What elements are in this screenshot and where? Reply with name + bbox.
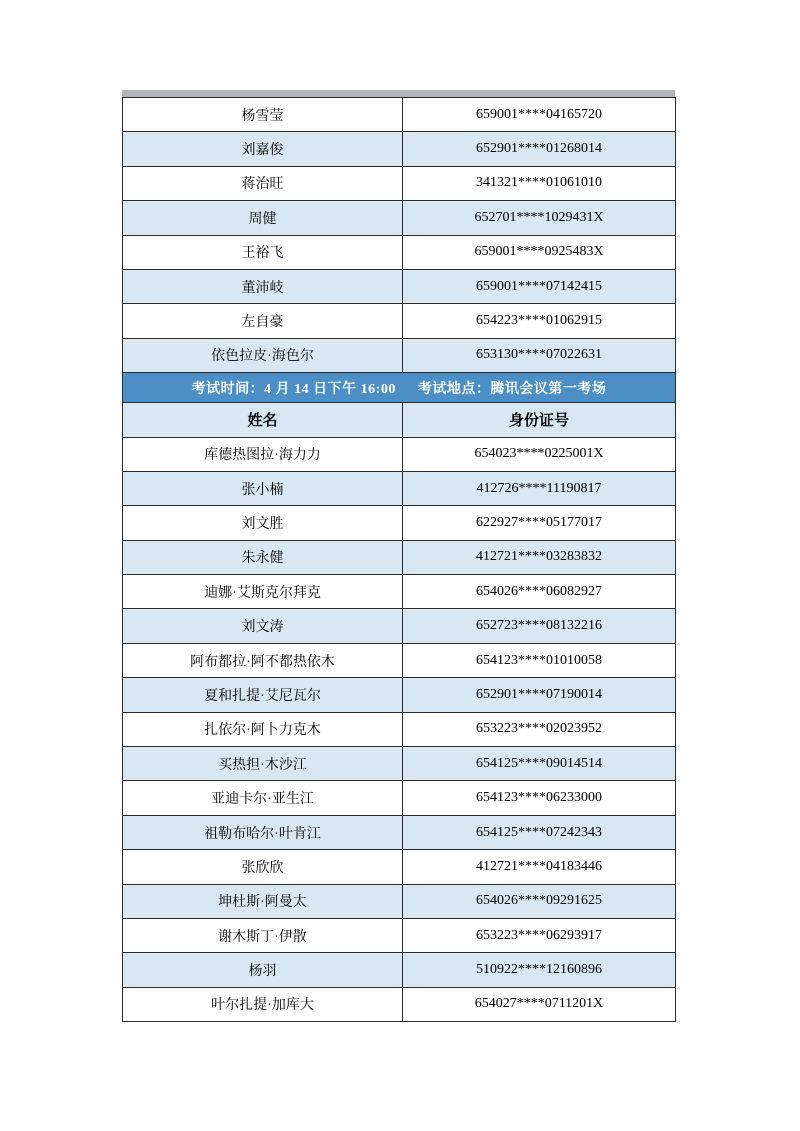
- student-id: 654026****09291625: [403, 884, 676, 918]
- student-id: 654027****0711201X: [403, 987, 676, 1021]
- student-name: 坤杜斯·阿曼太: [123, 884, 403, 918]
- table-row: [123, 269, 676, 303]
- student-name: 叶尔扎提·加库大: [123, 987, 403, 1021]
- table-row: [123, 506, 676, 540]
- table-row: [123, 643, 676, 677]
- student-name: 刘文胜: [123, 506, 403, 540]
- exam-roster-table: [122, 97, 676, 1022]
- student-name: 阿布都拉·阿不都热依木: [123, 643, 403, 677]
- student-name: 王裕飞: [123, 235, 403, 269]
- student-name: 亚迪卡尔·亚生江: [123, 781, 403, 815]
- session-info-bar: [123, 373, 676, 403]
- student-name: 迪娜·艾斯克尔拜克: [123, 575, 403, 609]
- student-name: 朱永健: [123, 540, 403, 574]
- student-id: 412721****04183446: [403, 850, 676, 884]
- session2-rows: [123, 437, 676, 1022]
- table-row: [123, 712, 676, 746]
- table-row: [123, 201, 676, 235]
- student-id: 654125****09014514: [403, 747, 676, 781]
- student-id: 652901****01268014: [403, 132, 676, 166]
- table-row: [123, 678, 676, 712]
- student-name: 张小楠: [123, 471, 403, 505]
- student-name: 谢木斯丁·伊散: [123, 918, 403, 952]
- student-id: 654026****06082927: [403, 575, 676, 609]
- table-row: [123, 235, 676, 269]
- table-row: [123, 884, 676, 918]
- student-name: 刘嘉俊: [123, 132, 403, 166]
- student-id: 654123****01010058: [403, 643, 676, 677]
- session-info-cell: [123, 373, 676, 403]
- table-row: [123, 304, 676, 338]
- session2-header: [123, 373, 676, 437]
- student-id: 622927****05177017: [403, 506, 676, 540]
- student-id: 659001****07142415: [403, 269, 676, 303]
- student-id: 659001****04165720: [403, 98, 676, 132]
- table-row: [123, 747, 676, 781]
- student-name: 董沛岐: [123, 269, 403, 303]
- student-id: 341321****01061010: [403, 166, 676, 200]
- column-header-row: [123, 403, 676, 437]
- student-name: 夏和扎提·艾尼瓦尔: [123, 678, 403, 712]
- table-row: [123, 437, 676, 471]
- session1-rows: [123, 98, 676, 373]
- student-name: 周健: [123, 201, 403, 235]
- table-row: [123, 781, 676, 815]
- table-row: [123, 166, 676, 200]
- table-row: [123, 609, 676, 643]
- student-id: 412726****11190817: [403, 471, 676, 505]
- table-row: [123, 575, 676, 609]
- table-row: [123, 98, 676, 132]
- student-id: 653223****02023952: [403, 712, 676, 746]
- student-id: 653223****06293917: [403, 918, 676, 952]
- table-row: [123, 953, 676, 987]
- student-name: 库德热图拉·海力力: [123, 437, 403, 471]
- exam-location-label: 考试地点：腾讯会议第一考场: [417, 381, 607, 397]
- student-name: 刘文涛: [123, 609, 403, 643]
- student-id: 654123****06233000: [403, 781, 676, 815]
- student-id: 652723****08132216: [403, 609, 676, 643]
- student-id: 659001****0925483X: [403, 235, 676, 269]
- table-row: [123, 987, 676, 1021]
- student-id: 653130****07022631: [403, 338, 676, 372]
- student-name: 杨羽: [123, 953, 403, 987]
- student-name: 扎依尔·阿卜力克木: [123, 712, 403, 746]
- id-column-header: 身份证号: [403, 403, 676, 437]
- student-id: 652901****07190014: [403, 678, 676, 712]
- student-id: 654125****07242343: [403, 815, 676, 849]
- student-name: 祖勒布哈尔·叶肯江: [123, 815, 403, 849]
- exam-time-label: 考试时间：4 月 14 日下午 16:00: [191, 381, 396, 397]
- student-name: 依色拉皮·海色尔: [123, 338, 403, 372]
- table-row: [123, 338, 676, 372]
- student-name: 左自豪: [123, 304, 403, 338]
- student-id: 654223****01062915: [403, 304, 676, 338]
- student-name: 张欣欣: [123, 850, 403, 884]
- student-id: 412721****03283832: [403, 540, 676, 574]
- table-row: [123, 132, 676, 166]
- student-id: 652701****1029431X: [403, 201, 676, 235]
- student-name: 买热担·木沙江: [123, 747, 403, 781]
- student-id: 654023****0225001X: [403, 437, 676, 471]
- student-name: 蒋治旺: [123, 166, 403, 200]
- page-break-row-sliver: [122, 90, 675, 97]
- table-row: [123, 918, 676, 952]
- name-column-header: 姓名: [123, 403, 403, 437]
- table-row: [123, 850, 676, 884]
- student-name: 杨雪莹: [123, 98, 403, 132]
- student-id: 510922****12160896: [403, 953, 676, 987]
- table-row: [123, 471, 676, 505]
- table-row: [123, 540, 676, 574]
- table-row: [123, 815, 676, 849]
